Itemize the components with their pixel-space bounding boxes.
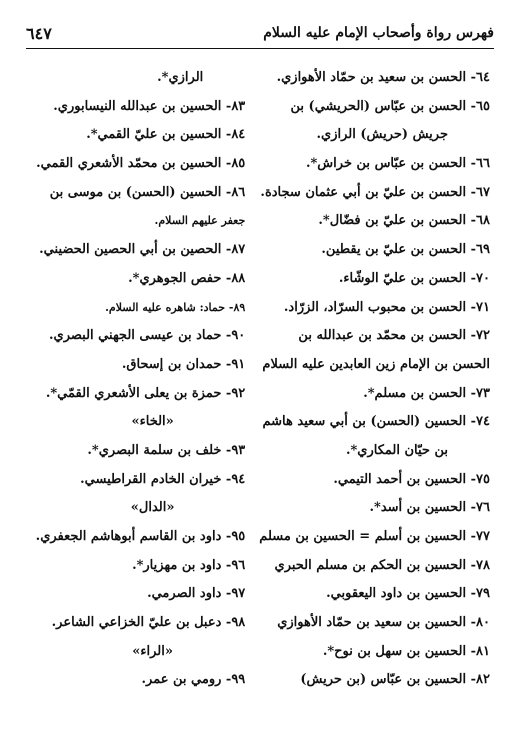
index-entry: ٦٥- الحسن بن عبّاس (الحريشي) بن <box>290 98 490 114</box>
index-entry: ٨١- الحسين بن سهل بن نوح*. <box>322 643 490 659</box>
index-entry: ٧٥- الحسين بن أحمد التيمي. <box>333 471 490 487</box>
index-entry: ٩٤- خيران الخادم القراطيسي. <box>80 471 246 487</box>
index-entry: ٨٤- الحسين بن عليّ القمي*. <box>86 127 246 143</box>
index-entry: جريش (حريش) الرازي. <box>316 127 448 143</box>
index-entry: ٦٩- الحسن بن عليّ بن يقطين. <box>321 242 490 258</box>
index-entry: ٩٢- حمزة بن يعلى الأشعري القمّي*. <box>45 385 246 401</box>
index-entry: ٨٥- الحسين بن محمّد الأشعري القمي. <box>36 156 246 172</box>
index-entry: ٦٦- الحسن بن عبّاس بن خراش*. <box>305 156 490 172</box>
index-entry: ٩٠- حماد بن عيسى الجهني البصري. <box>49 328 246 344</box>
right-column <box>259 64 490 695</box>
index-entry: ٧٨- الحسين بن الحكم بن مسلم الحبري <box>274 557 490 573</box>
index-entry: ٦٤- الحسن بن سعيد بن حمّاد الأهوازي. <box>276 70 490 85</box>
index-entry: ٧٣- الحسن بن مسلم*. <box>363 385 490 401</box>
index-content <box>30 64 490 695</box>
index-entry: ٨٩- حماد: شاهره عليه السلام. <box>105 300 246 314</box>
index-entry: الرازي*. <box>157 70 204 85</box>
index-entry: ٩١- حمدان بن إسحاق. <box>121 356 246 372</box>
index-entry: ٨٠- الحسين بن سعيد بن حمّاد الأهوازي <box>277 615 490 631</box>
index-entry: ٩٣- خلف بن سلمة البصري*. <box>87 442 246 458</box>
index-entry: ٩٩- رومي بن عمر. <box>141 672 246 688</box>
index-entry: ٦٧- الحسن بن عليّ بن أبي عثمان سجادة. <box>260 184 490 200</box>
page-header <box>26 18 494 49</box>
index-entry: ٨٣- الحسين بن عبدالله النيسابوري. <box>53 98 246 114</box>
letter-heading: «الدال» <box>130 500 175 516</box>
index-entry: ٧١- الحسن بن محبوب السرّاد، الزرّاد. <box>283 299 490 315</box>
index-entry: ٨٦- الحسين (الحسن) بن موسى بن <box>49 184 246 200</box>
letter-heading: «الراء» <box>132 643 174 659</box>
index-entry: ٧٤- الحسين (الحسن) بن أبي سعيد هاشم <box>262 414 490 430</box>
index-entry: ٨٨- حفص الجوهري*. <box>128 270 246 286</box>
left-column <box>30 64 245 695</box>
index-entry: الحسن بن الإمام زين العابدين عليه السلام <box>262 356 490 372</box>
index-entry: بن حيّان المكاري*. <box>345 442 448 458</box>
index-entry: ٧٦- الحسين بن أسد*. <box>369 500 490 516</box>
index-entry: ٧٢- الحسن بن محمّد بن عبدالله بن <box>298 328 490 344</box>
index-entry: ٧٩- الحسين بن داود اليعقوبي. <box>326 586 490 602</box>
letter-heading: «الخاء» <box>131 414 174 430</box>
running-title: فهرس رواة وأصحاب الإمام عليه السلام <box>263 25 494 41</box>
index-entry: جعفر عليهم السلام. <box>154 214 246 228</box>
index-entry: ٦٨- الحسن بن عليّ بن فضّال*. <box>318 213 490 229</box>
page-number: ٦٤٧ <box>26 23 52 43</box>
index-entry: ٩٧- داود الصرمي. <box>147 586 246 602</box>
index-entry: ٧٠- الحسن بن عليّ الوشّاء. <box>338 270 490 286</box>
index-entry: ٨٢- الحسين بن عبّاس (بن حريش) <box>300 672 490 688</box>
index-entry: ٩٥- داود بن القاسم أبوهاشم الجعفري. <box>35 529 246 544</box>
index-entry: ٩٨- دعبل بن عليّ الخزاعي الشاعر. <box>51 615 246 631</box>
index-entry: ٨٧- الحصين بن أبي الحصين الحضيني. <box>39 242 246 258</box>
index-entry: ٧٧- الحسين بن أسلم = الحسين بن مسلم <box>259 529 490 544</box>
index-entry: ٩٦- داود بن مهزيار*. <box>132 557 246 573</box>
